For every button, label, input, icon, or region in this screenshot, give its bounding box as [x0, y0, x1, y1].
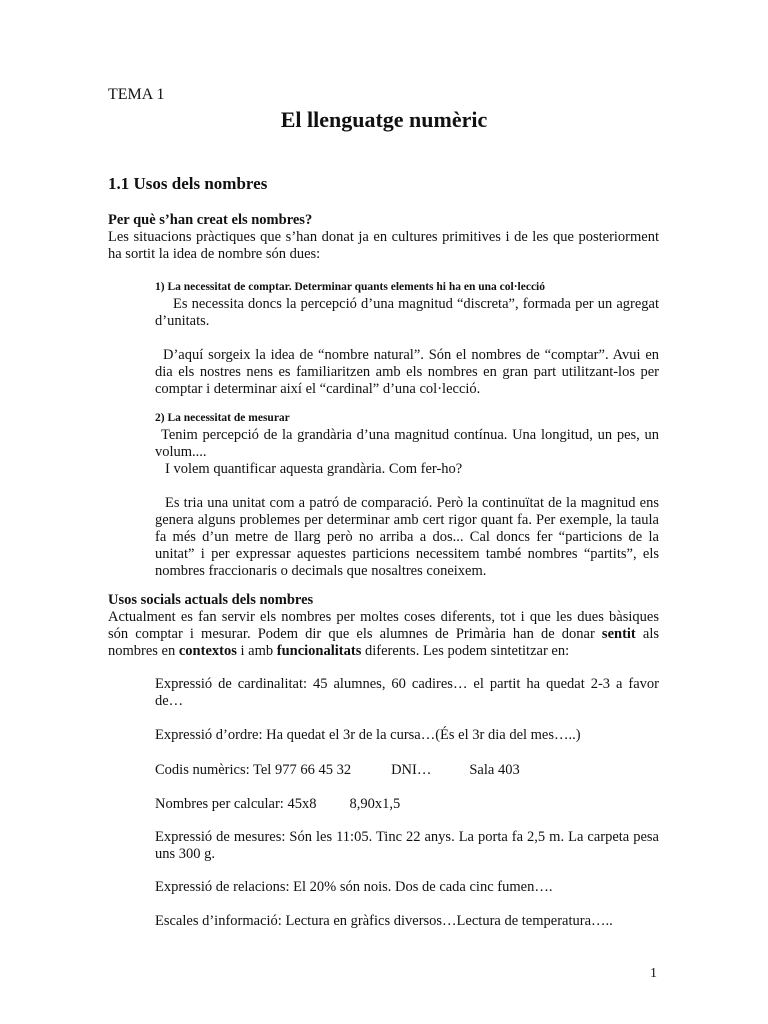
- uses-list-item-5: Expressió de mesures: Són les 11:05. Tinc 22 anys. La porta fa 2,5 m. La carpeta pesa uns 300 g.: [155, 829, 659, 862]
- section-heading: 1.1 Usos dels nombres: [108, 174, 268, 193]
- social-uses-text-b: als nombres en: [108, 626, 659, 659]
- social-uses-block: [108, 592, 659, 660]
- uses-list-item-7: Escales d’informació: Lectura en gràfics diversos…Lectura de temperatura…..: [155, 913, 613, 929]
- social-uses-text-c: i amb: [240, 643, 274, 659]
- point-2-heading: 2) La necessitat de mesurar: [155, 412, 290, 424]
- social-uses-heading: Usos socials actuals dels nombres: [108, 592, 314, 608]
- item-4-calc-b: 8,90x1,5: [349, 796, 401, 812]
- social-uses-text-a: Actualment es fan servir els nombres per moltes coses diferents, tot i que les dues bàsiques són comptar i mesurar. Podem dir que els alumnes de Primària han de donar: [108, 609, 659, 642]
- emphasis-sentit: sentit: [601, 626, 636, 642]
- point-1-block: [155, 279, 659, 398]
- origin-text: Les situacions pràctiques que s’han donat ja en cultures primitives i de les que posteriorment ha sortit la idea de nombre són dues:: [108, 229, 659, 262]
- point-2-paragraph-1: Tenim percepció de la grandària d’una magnitud contínua. Una longitud, un pes, un volum....: [155, 427, 659, 460]
- point-1-heading: 1) La necessitat de comptar. Determinar quants elements hi ha en una col·lecció: [155, 281, 546, 293]
- item-3-dni: DNI…: [391, 762, 432, 778]
- emphasis-contextos: contextos: [178, 643, 237, 659]
- page-title: El llenguatge numèric: [280, 107, 488, 132]
- social-uses-text-d: diferents. Les podem sintetitzar en:: [364, 643, 570, 659]
- point-2-paragraph-3: Es tria una unitat com a patró de comparació. Però la continuïtat de la magnitud ens genera alguns problemes per determinar amb cert rigor quant fa. Per exemple, la taula fa més d’un metre de llarg però no arriba a dos... Cal doncs fer “particions de la unitat” i per expressar aquestes particions necessitem també nombres “partits”, els nombres fraccionaris o decimals que nosaltres coneixem.: [155, 495, 659, 579]
- uses-list-item-3: [155, 762, 659, 779]
- point-1-paragraph-1: Es necessita doncs la percepció d’una magnitud “discreta”, formada per un agregat d’unitats.: [155, 296, 659, 329]
- emphasis-funcionalitats: funcionalitats: [276, 643, 362, 659]
- point-2-block: [155, 410, 659, 580]
- point-2-paragraph-2: I volem quantificar aquesta grandària. Com fer-ho?: [165, 461, 463, 477]
- uses-list-item-1: Expressió de cardinalitat: 45 alumnes, 60 cadires… el partit ha quedat 2-3 a favor de…: [155, 676, 659, 709]
- uses-list-item-6: Expressió de relacions: El 20% són nois. Dos de cada cinc fumen….: [155, 879, 553, 895]
- page-number: 1: [650, 966, 657, 981]
- uses-list-item-4: [155, 796, 659, 813]
- tema-label: TEMA 1: [108, 86, 165, 103]
- item-3-sala: Sala 403: [469, 762, 520, 778]
- origin-heading: Per què s’han creat els nombres?: [108, 212, 313, 228]
- point-1-paragraph-2: D’aquí sorgeix la idea de “nombre natural”. Són el nombres de “comptar”. Avui en dia els nostres nens es familiaritzen amb els nombres en gran part utilitzant-los per comptar i determinar així el “cardinal” d’una col·lecció.: [155, 347, 659, 397]
- origin-block: [108, 212, 659, 263]
- social-uses-text: [108, 609, 659, 660]
- item-3-tel: Codis numèrics: Tel 977 66 45 32: [155, 762, 352, 778]
- item-4-calc-a: Nombres per calcular: 45x8: [155, 796, 317, 812]
- uses-list-item-2: Expressió d’ordre: Ha quedat el 3r de la cursa…(És el 3r dia del mes…..): [155, 727, 581, 743]
